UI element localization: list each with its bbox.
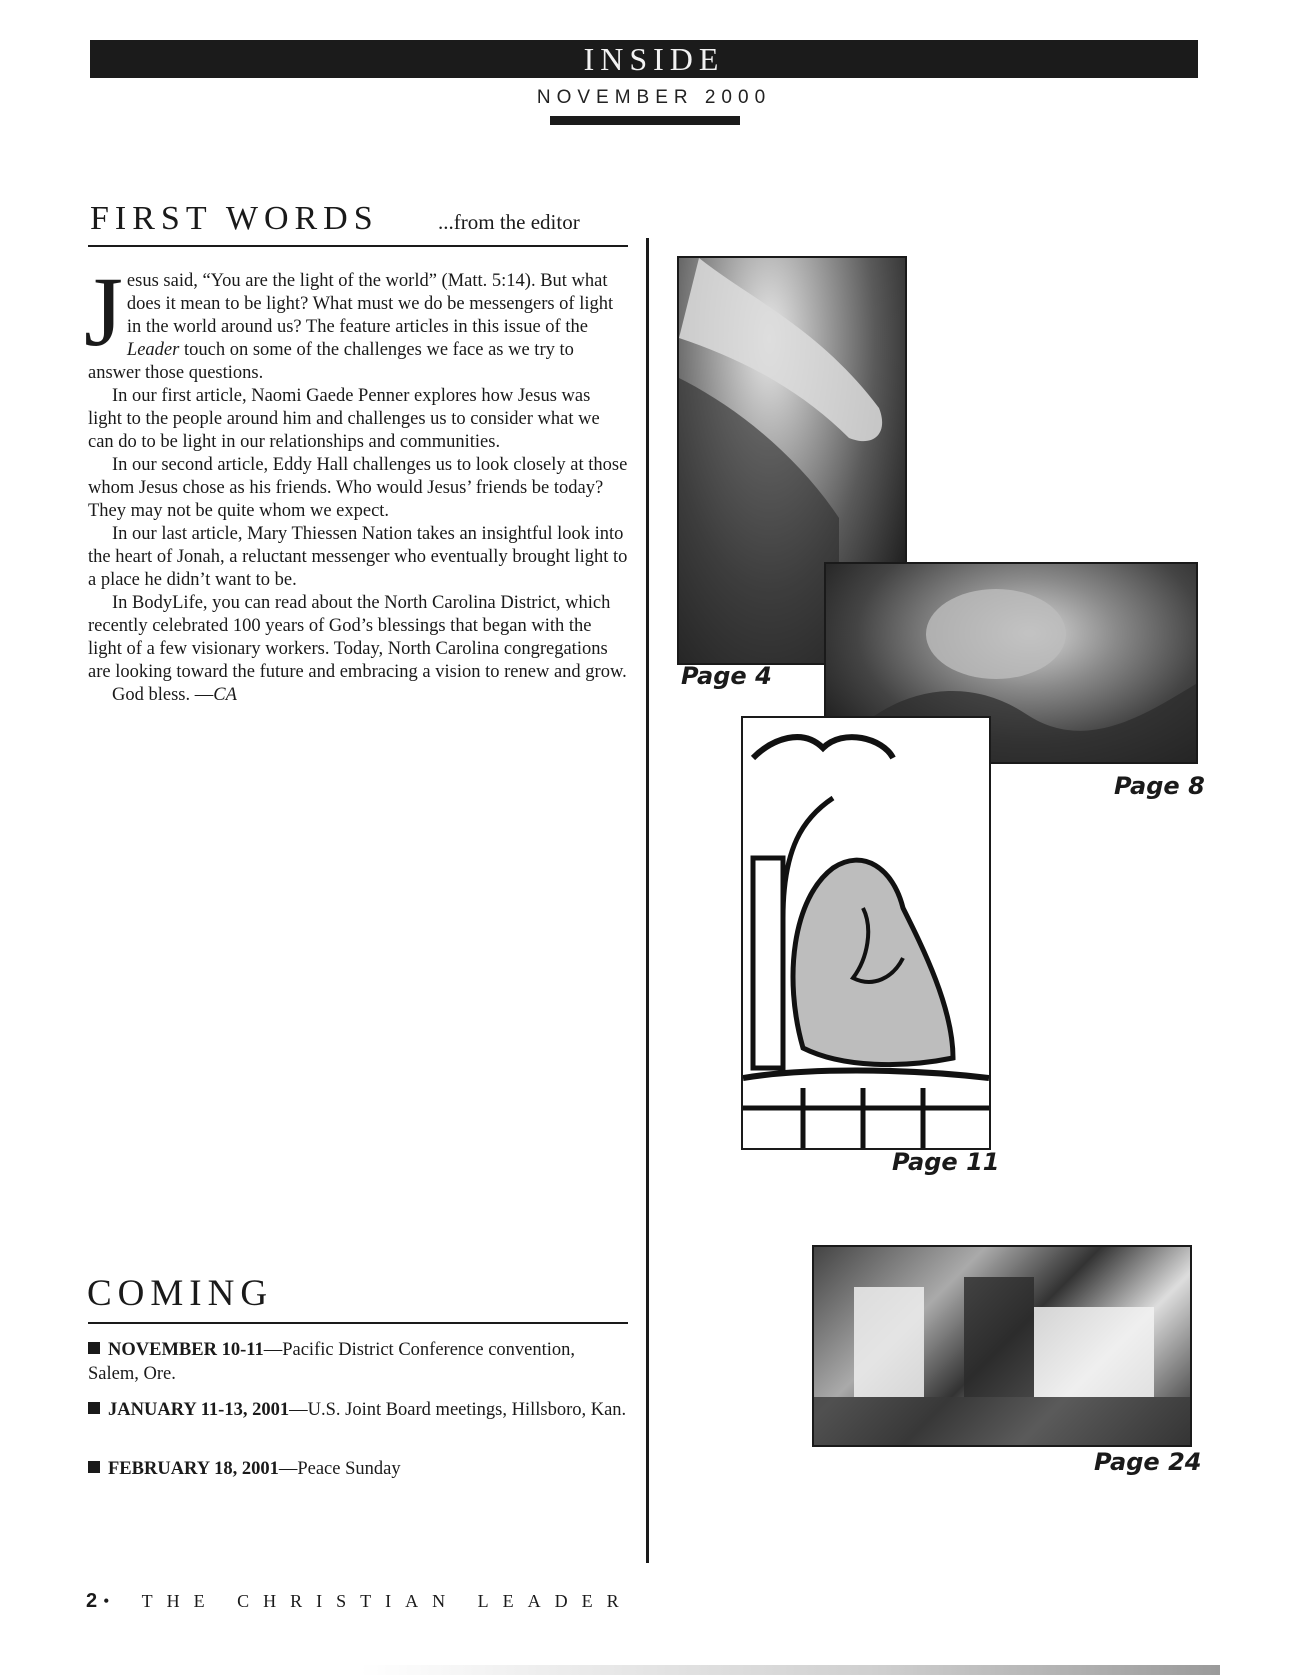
footer-shade	[360, 1665, 1220, 1675]
drop-cap: J	[84, 256, 123, 367]
publication-title: THE CHRISTIAN LEADER	[141, 1591, 633, 1611]
event-date: JANUARY 11-13, 2001	[108, 1400, 290, 1420]
paragraph-5: In BodyLife, you can read about the North Carolina District, which recently celebrated 100 years of God’s blessings that began with the light of a few visionary workers. Today, North Carolina congregations are looking toward the future and embracing a vision to renew and grow.	[88, 593, 627, 682]
event-text: —Pacific District Conference convention, Salem, Ore.	[88, 1340, 576, 1384]
event-text: —Peace Sunday	[278, 1459, 401, 1479]
paragraph-1	[84, 256, 628, 385]
publication-name: Leader	[126, 340, 180, 360]
section-title-first-words: FIRST WORDS	[90, 200, 379, 237]
paragraph-4: In our last article, Mary Thiessen Nation takes an insightful look into the heart of Jonah, a reluctant messenger who eventually brought light to a place he didn’t want to be.	[88, 524, 628, 590]
page-label-24: Page 24	[1094, 1448, 1202, 1476]
paragraph-2: In our first article, Naomi Gaede Penner explores how Jesus was light to the people around him and challenges us to consider what we can do to be light in our relationships and communities.	[88, 386, 600, 452]
page-label-8: Page 8	[1114, 772, 1205, 800]
page-label-11: Page 11	[892, 1148, 1000, 1176]
section-rule	[88, 245, 628, 247]
bullet-icon	[88, 1461, 100, 1473]
bullet-icon	[88, 1342, 100, 1354]
page-number: 2	[86, 1590, 98, 1612]
drawing-praying-figure	[741, 716, 991, 1150]
event-item	[88, 1338, 628, 1386]
event-date: FEBRUARY 18, 2001	[108, 1459, 279, 1479]
footer-separator: •	[103, 1591, 124, 1611]
section-subtitle: ...from the editor	[438, 210, 580, 234]
people-planting-icon	[814, 1247, 1190, 1445]
paragraph-3: In our second article, Eddy Hall challenges us to look closely at those whom Jesus chose as his friends. Who would Jesus’ friends be today? They may not be quite whom we expect.	[88, 455, 628, 521]
banner-title: INSIDE	[583, 41, 725, 77]
photo-tree-planting	[812, 1245, 1192, 1447]
closing-text: God bless. —	[112, 685, 214, 705]
praying-figure-icon	[743, 718, 989, 1148]
editorial-body	[84, 256, 628, 707]
section-title-coming: COMING	[87, 1273, 274, 1314]
section-rule	[88, 1322, 628, 1324]
page-footer	[86, 1590, 633, 1613]
event-text: —U.S. Joint Board meetings, Hillsboro, Kan.	[289, 1400, 627, 1420]
paragraph-1-lead: esus said, “You are the light of the world” (Matt. 5:14). But what does it mean to be light? What must we do be messengers of light in the world around us? The feature articles in this issue of the	[126, 271, 614, 337]
event-date: NOVEMBER 10-11	[108, 1340, 264, 1360]
page-label-4: Page 4	[681, 662, 772, 690]
issue-date: NOVEMBER 2000	[536, 87, 772, 108]
paragraph-1-tail: touch on some of the challenges we face as we try to answer those questions.	[88, 340, 574, 383]
column-divider	[646, 238, 649, 1563]
bullet-icon	[88, 1402, 100, 1414]
event-item	[88, 1398, 628, 1422]
signature: CA	[213, 685, 237, 705]
closing-line	[88, 684, 628, 707]
event-item	[88, 1457, 628, 1481]
date-underbar	[550, 116, 740, 125]
